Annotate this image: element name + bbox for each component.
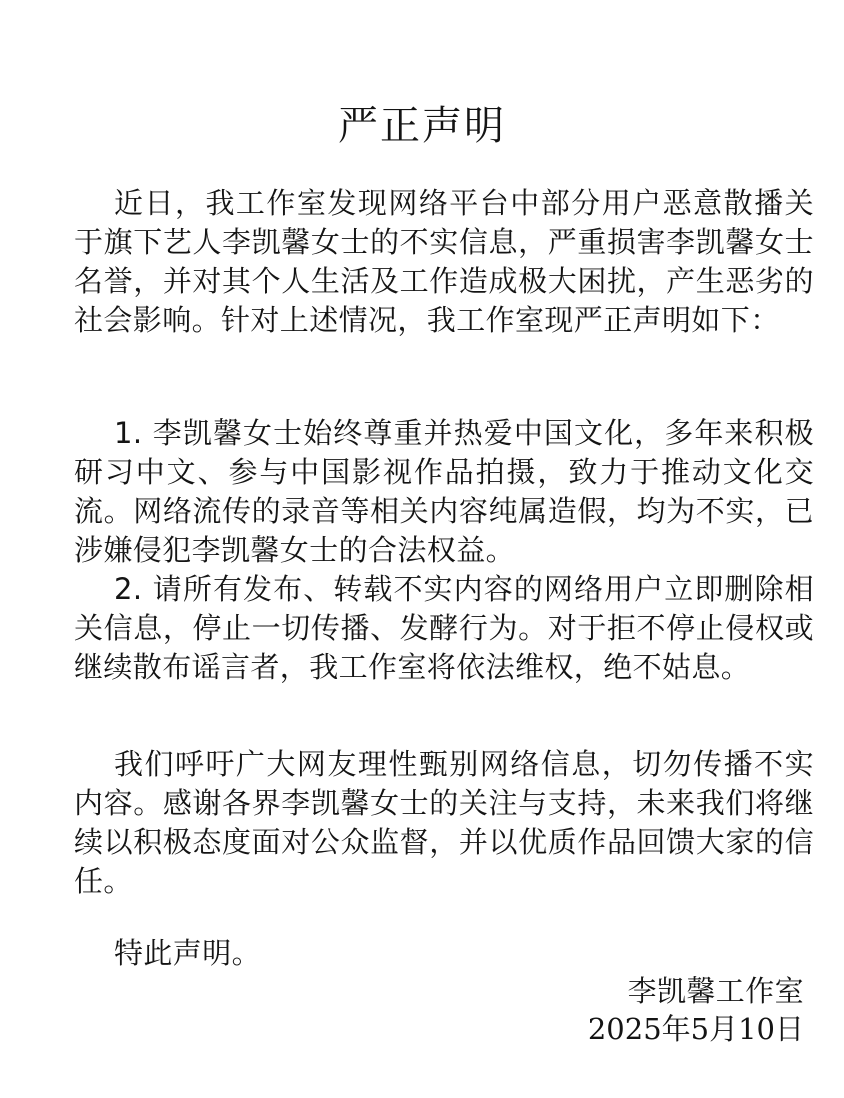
appeal-paragraph: 我们呼吁广大网友理性甄别网络信息，切勿传播不实内容。感谢各界李凯馨女士的关注与支持，未来我们将继续以积极态度面对公众监督，并以优质作品回馈大家的信任。 xyxy=(74,747,814,898)
statement-point-2: 2. 请所有发布、转载不实内容的网络用户立即删除相关信息，停止一切传播、发酵行为。对于拒不停止侵权或继续散布谣言者，我工作室将依法维权，绝不姑息。 xyxy=(74,572,814,684)
signer-name: 李凯馨工作室 xyxy=(627,974,804,1008)
closing-line: 特此声明。 xyxy=(114,936,262,970)
statement-date: 2025年5月10日 xyxy=(587,1012,804,1046)
document-title: 严正声明 xyxy=(338,103,506,149)
intro-paragraph: 近日，我工作室发现网络平台中部分用户恶意散播关于旗下艺人李凯馨女士的不实信息，严重损害李凯馨女士名誉，并对其个人生活及工作造成极大困扰，产生恶劣的社会影响。针对上述情况，我工作室现严正声明如下： xyxy=(74,186,814,337)
statement-point-1: 1. 李凯馨女士始终尊重并热爱中国文化，多年来积极研习中文、参与中国影视作品拍摄，致力于推动文化交流。网络流传的录音等相关内容纯属造假，均为不实，已涉嫌侵犯李凯馨女士的合法权益。 xyxy=(74,416,814,567)
